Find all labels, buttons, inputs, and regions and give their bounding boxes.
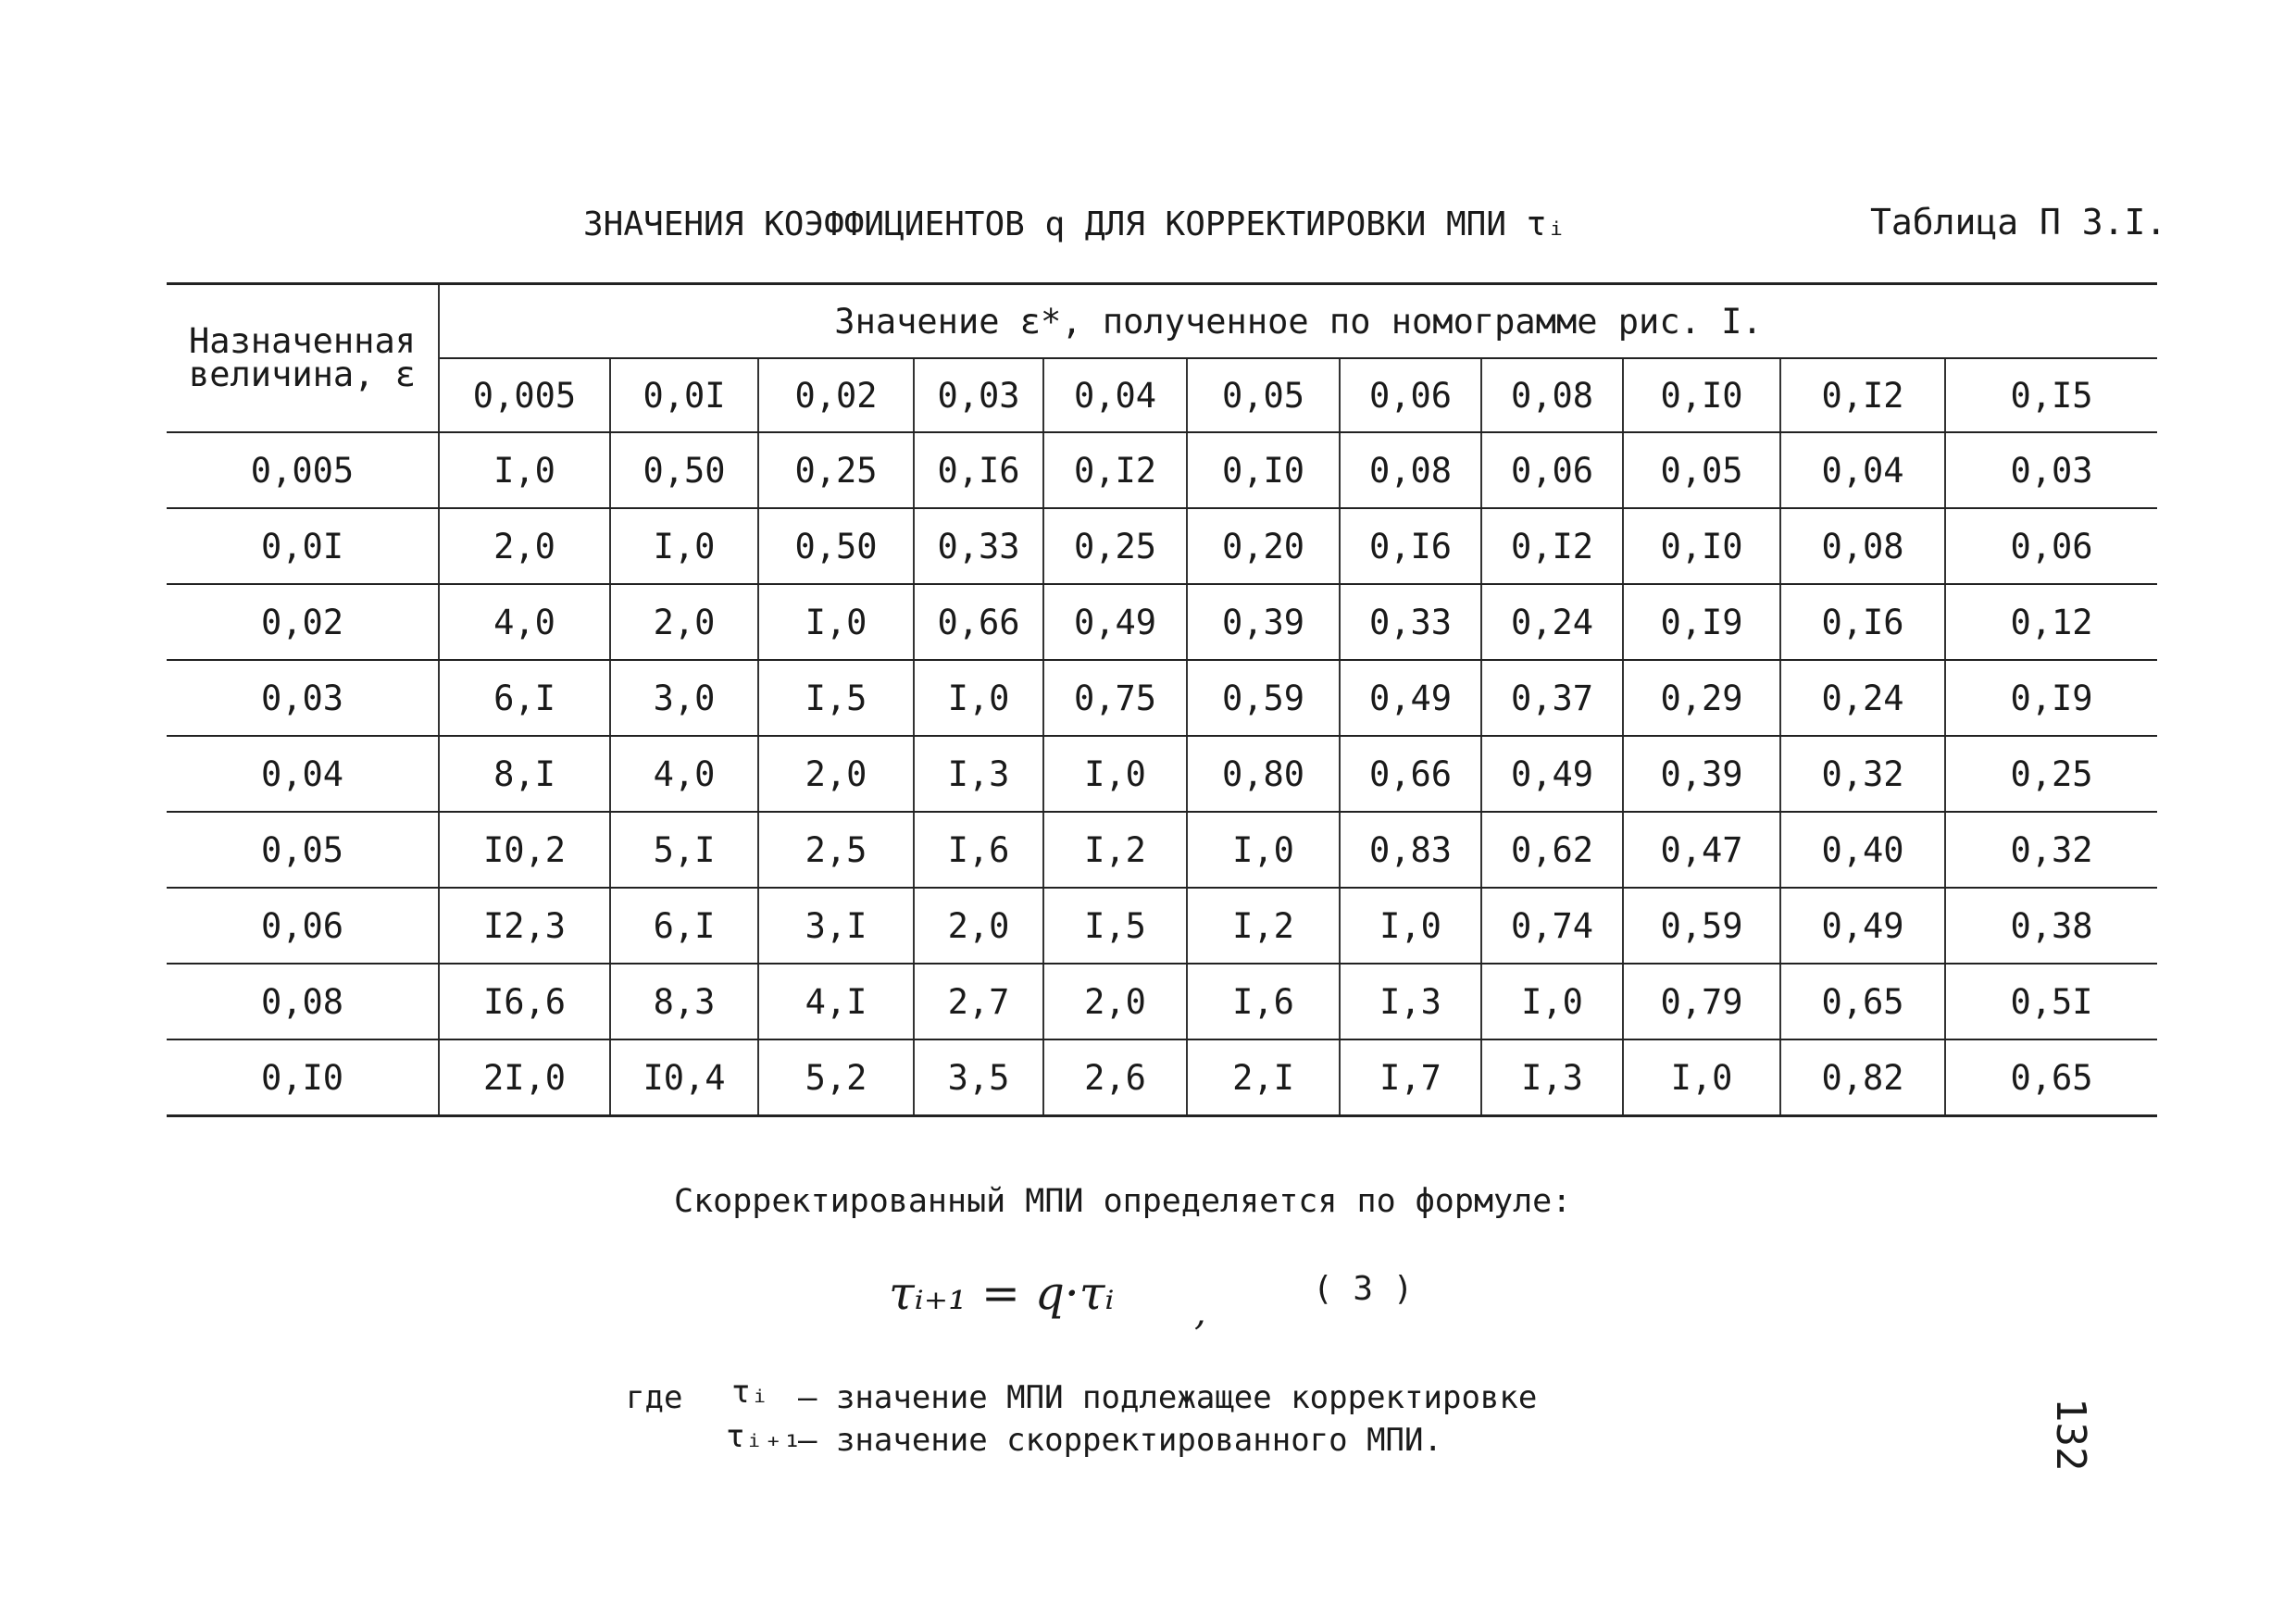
table-cell: I,2: [1043, 812, 1187, 888]
table-cell: 2,6: [1043, 1039, 1187, 1116]
table-cell: 0,I0: [1187, 432, 1340, 508]
table-row: [167, 584, 2157, 660]
table-cell: 0,62: [1481, 812, 1623, 888]
table-cell: 6,I: [610, 888, 758, 964]
table-cell: 0,25: [1043, 508, 1187, 584]
table-cell: 0,49: [1043, 584, 1187, 660]
table-cell: 0,83: [1340, 812, 1481, 888]
table-cell: 0,12: [1945, 584, 2157, 660]
page-number: 132: [2047, 1398, 2094, 1472]
legend-where: где: [626, 1379, 683, 1416]
table-cell: 0,24: [1780, 660, 1945, 736]
table-cell: 0,38: [1945, 888, 2157, 964]
table-cell: 0,5I: [1945, 964, 2157, 1039]
row-label: 0,02: [167, 584, 439, 660]
column-header: 0,06: [1340, 358, 1481, 432]
column-header: 0,I5: [1945, 358, 2157, 432]
row-header-cell: Назначенная величина, ε: [167, 284, 439, 433]
column-header: 0,04: [1043, 358, 1187, 432]
table-cell: 4,0: [439, 584, 610, 660]
table-cell: I6,6: [439, 964, 610, 1039]
table-cell: 0,49: [1780, 888, 1945, 964]
table-cell: I,0: [1623, 1039, 1780, 1116]
table-cell: 0,24: [1481, 584, 1623, 660]
table-cell: I,0: [1340, 888, 1481, 964]
table-cell: 0,49: [1481, 736, 1623, 812]
legend-symbol-1: τᵢ: [731, 1374, 769, 1411]
table-cell: I,0: [1481, 964, 1623, 1039]
table-cell: I2,3: [439, 888, 610, 964]
column-header: 0,03: [914, 358, 1043, 432]
table-row: [167, 812, 2157, 888]
table-cell: 0,33: [914, 508, 1043, 584]
table-cell: 0,40: [1780, 812, 1945, 888]
row-label: 0,06: [167, 888, 439, 964]
table-cell: 0,66: [1340, 736, 1481, 812]
table-row: [167, 736, 2157, 812]
table-cell: 0,75: [1043, 660, 1187, 736]
table-cell: I,0: [1187, 812, 1340, 888]
table-cell: 3,0: [610, 660, 758, 736]
table-cell: I,0: [1043, 736, 1187, 812]
table-cell: 2,0: [439, 508, 610, 584]
table-cell: 2,0: [914, 888, 1043, 964]
column-header: 0,08: [1481, 358, 1623, 432]
table-row: [167, 888, 2157, 964]
table-cell: 3,I: [758, 888, 914, 964]
table-cell: 0,59: [1623, 888, 1780, 964]
column-header: 0,005: [439, 358, 610, 432]
table-cell: 0,I9: [1945, 660, 2157, 736]
table-cell: 0,32: [1945, 812, 2157, 888]
table-cell: 2,7: [914, 964, 1043, 1039]
legend-text-1: – значение МПИ подлежащее корректировке: [798, 1379, 1538, 1416]
table-cell: 0,08: [1780, 508, 1945, 584]
table-cell: 0,04: [1780, 432, 1945, 508]
formula-comma: ,: [1194, 1291, 1206, 1334]
formula: τᵢ₊₁ = q·τᵢ: [889, 1266, 1115, 1320]
row-label: 0,I0: [167, 1039, 439, 1116]
table-cell: I,0: [914, 660, 1043, 736]
table-cell: 0,65: [1945, 1039, 2157, 1116]
table-cell: 0,66: [914, 584, 1043, 660]
row-label: 0,05: [167, 812, 439, 888]
formula-number: ( 3 ): [1313, 1270, 1414, 1308]
table-cell: 0,I0: [1623, 508, 1780, 584]
table-cell: 0,59: [1187, 660, 1340, 736]
table-cell: 2,5: [758, 812, 914, 888]
table-cell: 0,50: [758, 508, 914, 584]
table-cell: I,5: [1043, 888, 1187, 964]
table-cell: 0,05: [1623, 432, 1780, 508]
coefficients-table: [167, 282, 2157, 1117]
table-cell: 0,08: [1340, 432, 1481, 508]
table-cell: 8,3: [610, 964, 758, 1039]
table-cell: I,3: [1481, 1039, 1623, 1116]
table-cell: 0,65: [1780, 964, 1945, 1039]
table-cell: 6,I: [439, 660, 610, 736]
table-cell: I,7: [1340, 1039, 1481, 1116]
table-row: [167, 432, 2157, 508]
table-cell: 5,I: [610, 812, 758, 888]
table-cell: 0,79: [1623, 964, 1780, 1039]
table-row: [167, 508, 2157, 584]
table-cell: 0,80: [1187, 736, 1340, 812]
table-cell: 0,29: [1623, 660, 1780, 736]
table-cell: I,2: [1187, 888, 1340, 964]
table-cell: I,5: [758, 660, 914, 736]
table-cell: I0,4: [610, 1039, 758, 1116]
table-cell: 0,32: [1780, 736, 1945, 812]
legend-text-2: – значение скорректированного МПИ.: [798, 1422, 1442, 1459]
column-header: 0,05: [1187, 358, 1340, 432]
table-cell: 2I,0: [439, 1039, 610, 1116]
table-cell: 4,I: [758, 964, 914, 1039]
table-cell: 0,25: [758, 432, 914, 508]
column-header: 0,I2: [1780, 358, 1945, 432]
table-cell: 0,33: [1340, 584, 1481, 660]
table-cell: 0,I9: [1623, 584, 1780, 660]
table-cell: I,6: [914, 812, 1043, 888]
column-header: 0,0I: [610, 358, 758, 432]
row-label: 0,04: [167, 736, 439, 812]
legend-symbol-2: τᵢ₊₁: [726, 1418, 802, 1455]
table-cell: 0,82: [1780, 1039, 1945, 1116]
column-header: 0,02: [758, 358, 914, 432]
table-cell: I,0: [758, 584, 914, 660]
group-caption: Значение ε*, полученное по номограмме рис. I.: [439, 284, 2157, 359]
column-header-row: [167, 358, 2157, 432]
table-cell: 3,5: [914, 1039, 1043, 1116]
table-cell: 0,47: [1623, 812, 1780, 888]
table-title: ЗНАЧЕНИЯ КОЭФФИЦИЕНТОВ q ДЛЯ КОРРЕКТИРОВКИ МПИ τᵢ: [583, 205, 1567, 243]
table-cell: 0,50: [610, 432, 758, 508]
row-label: 0,03: [167, 660, 439, 736]
table-cell: 2,0: [1043, 964, 1187, 1039]
table-cell: 0,74: [1481, 888, 1623, 964]
table-row: [167, 660, 2157, 736]
table-cell: 0,49: [1340, 660, 1481, 736]
table-cell: I,3: [914, 736, 1043, 812]
table-row: [167, 1039, 2157, 1116]
table-cell: 0,39: [1623, 736, 1780, 812]
table-cell: 0,I2: [1481, 508, 1623, 584]
table-cell: I,3: [1340, 964, 1481, 1039]
table-cell: 2,0: [610, 584, 758, 660]
table-cell: 5,2: [758, 1039, 914, 1116]
row-label: 0,005: [167, 432, 439, 508]
table-cell: 4,0: [610, 736, 758, 812]
table-cell: 0,06: [1481, 432, 1623, 508]
table-cell: 0,I6: [1340, 508, 1481, 584]
table-cell: 2,0: [758, 736, 914, 812]
table-cell: I,6: [1187, 964, 1340, 1039]
table-row: [167, 964, 2157, 1039]
table-number: Таблица П 3.I.: [1870, 202, 2167, 243]
table-cell: I,0: [439, 432, 610, 508]
formula-intro: Скорректированный МПИ определяется по формуле:: [674, 1183, 1572, 1220]
table-cell: 0,06: [1945, 508, 2157, 584]
table-cell: I,0: [610, 508, 758, 584]
table-cell: 2,I: [1187, 1039, 1340, 1116]
table-cell: 0,I6: [914, 432, 1043, 508]
table-cell: I0,2: [439, 812, 610, 888]
table-cell: 0,37: [1481, 660, 1623, 736]
table-cell: 0,I2: [1043, 432, 1187, 508]
table-cell: 8,I: [439, 736, 610, 812]
row-label: 0,08: [167, 964, 439, 1039]
table-cell: 0,20: [1187, 508, 1340, 584]
row-label: 0,0I: [167, 508, 439, 584]
column-header: 0,I0: [1623, 358, 1780, 432]
table-cell: 0,39: [1187, 584, 1340, 660]
table-cell: 0,I6: [1780, 584, 1945, 660]
table-cell: 0,25: [1945, 736, 2157, 812]
table-cell: 0,03: [1945, 432, 2157, 508]
